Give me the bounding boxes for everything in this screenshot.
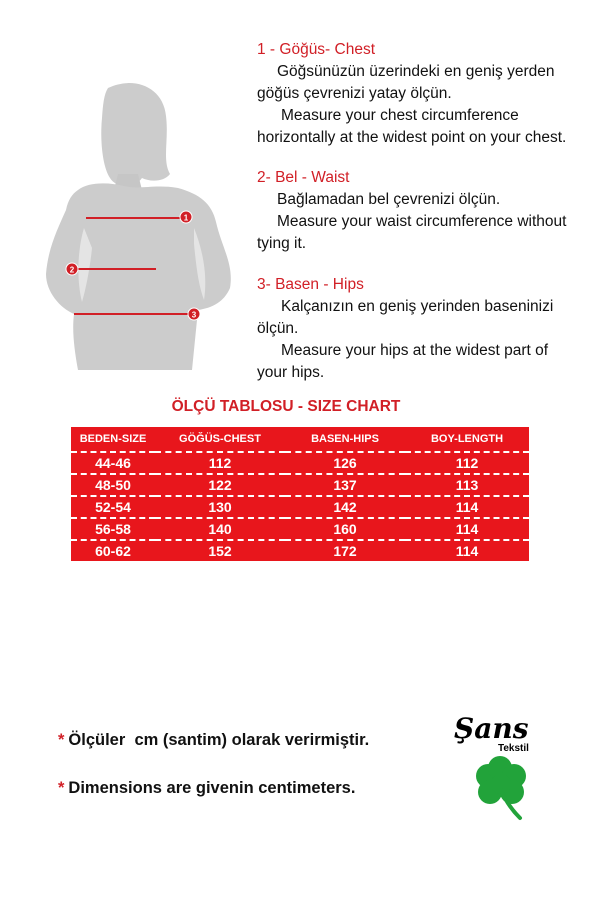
chest-cell: 112 xyxy=(155,451,285,473)
hips-cell: 142 xyxy=(285,495,405,517)
size-cell: 44-46 xyxy=(71,451,155,473)
chest-cell: 152 xyxy=(155,539,285,561)
brand-name: Şans xyxy=(454,712,529,745)
waist-line-tr-1: Bağlamadan bel çevrenizi ölçün. xyxy=(277,191,501,208)
size-chart-table xyxy=(71,427,529,561)
table-row xyxy=(71,539,529,561)
size-chart-title: ÖLÇÜ TABLOSU - SIZE CHART xyxy=(171,398,401,415)
note-star: * xyxy=(58,779,65,797)
note-text: Dimensions are givenin centimeters. xyxy=(68,779,356,797)
silhouette-shape xyxy=(46,83,231,370)
hips-instructions xyxy=(257,274,592,384)
chest-cell: 140 xyxy=(155,517,285,539)
brand-subtitle: Tekstil xyxy=(498,743,529,754)
length-cell: 113 xyxy=(405,473,529,495)
note-text: Ölçüler cm (santim) olarak verirmiştir. xyxy=(68,731,370,749)
size-cell: 48-50 xyxy=(71,473,155,495)
note-units-en xyxy=(58,779,355,798)
chest-line-en-1: Measure your chest circumference xyxy=(281,107,519,124)
length-cell: 114 xyxy=(405,539,529,561)
length-cell: 112 xyxy=(405,451,529,473)
hips-cell: 137 xyxy=(285,473,405,495)
length-cell: 114 xyxy=(405,495,529,517)
marker-1-label: 1 xyxy=(183,213,189,223)
chest-instructions xyxy=(257,39,592,149)
hips-cell: 160 xyxy=(285,517,405,539)
size-cell: 56-58 xyxy=(71,517,155,539)
table-row xyxy=(71,473,529,495)
waist-line-en-1: Measure your waist circumference without xyxy=(277,213,567,230)
chest-heading: 1 - Göğüs- Chest xyxy=(257,41,376,58)
length-cell: 114 xyxy=(405,517,529,539)
hips-line-en-1: Measure your hips at the widest part of xyxy=(281,342,549,359)
hips-cell: 126 xyxy=(285,451,405,473)
note-units-tr xyxy=(58,731,369,750)
hips-heading: 3- Basen - Hips xyxy=(257,276,364,293)
table-row xyxy=(71,451,529,473)
chest-cell: 122 xyxy=(155,473,285,495)
hips-line-tr-1: Kalçanızın en geniş yerinden baseninizi xyxy=(281,298,554,315)
note-star: * xyxy=(58,731,65,749)
column-header-hips: BASEN-HIPS xyxy=(311,433,379,445)
waist-heading: 2- Bel - Waist xyxy=(257,169,350,186)
chest-line-tr-2: göğüs çevrenizi yatay ölçün. xyxy=(257,85,452,102)
brand-logo xyxy=(450,712,560,832)
marker-3-label: 3 xyxy=(191,310,197,320)
chest-cell: 130 xyxy=(155,495,285,517)
hips-line-en-2: your hips. xyxy=(257,364,325,381)
marker-2-label: 2 xyxy=(69,265,75,275)
table-row xyxy=(71,517,529,539)
table-row xyxy=(71,495,529,517)
clover-icon xyxy=(466,756,538,822)
size-cell: 52-54 xyxy=(71,495,155,517)
column-header-size: BEDEN-SIZE xyxy=(79,433,147,445)
waist-line-en-2: tying it. xyxy=(257,235,307,252)
column-header-length: BOY-LENGTH xyxy=(430,433,504,445)
body-silhouette-figure xyxy=(38,78,243,370)
hips-cell: 172 xyxy=(285,539,405,561)
chest-line-tr-1: Göğsünüzün üzerindeki en geniş yerden xyxy=(277,63,555,80)
table-header-row xyxy=(71,427,529,451)
chest-line-en-2: horizontally at the widest point on your chest. xyxy=(257,129,567,146)
hips-line-tr-2: ölçün. xyxy=(257,320,299,337)
size-cell: 60-62 xyxy=(71,539,155,561)
column-header-chest: GÖĞÜS-CHEST xyxy=(179,433,261,445)
waist-instructions xyxy=(257,167,592,255)
